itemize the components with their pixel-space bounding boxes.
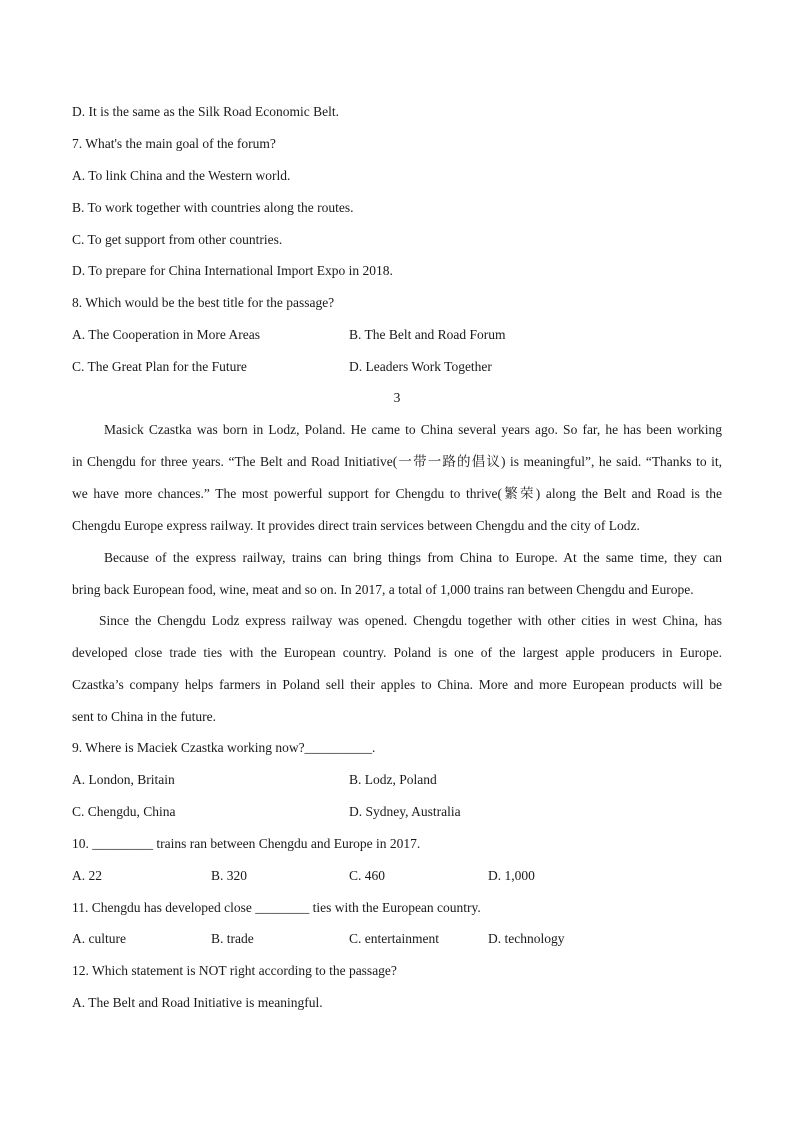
passage-p1-line1: Masick Czastka was born in Lodz, Poland. He came to China several years ago. So far, he has been working (104, 422, 722, 437)
q9-question: 9. Where is Maciek Czastka working now?__________. (72, 740, 376, 755)
passage-p3-line4: sent to China in the future. (72, 709, 216, 724)
q9-option-c: C. Chengdu, China (72, 804, 176, 819)
passage-p2-line2: bring back European food, wine, meat and so on. In 2017, a total of 1,000 trains ran between Chengdu and Europe. (72, 582, 694, 597)
q10-question: 10. _________ trains ran between Chengdu and Europe in 2017. (72, 836, 421, 851)
q10-option-a: A. 22 (72, 868, 102, 883)
q6-option-d: D. It is the same as the Silk Road Economic Belt. (72, 104, 339, 119)
passage-p3-line2: developed close trade ties with the European country. Poland is one of the largest apple producers in Europe. (72, 645, 722, 660)
passage-p1-line4: Chengdu Europe express railway. It provides direct train services between Chengdu and the city of Lodz. (72, 518, 640, 533)
q7-option-d: D. To prepare for China International Import Expo in 2018. (72, 263, 393, 278)
q11-option-a: A. culture (72, 931, 126, 946)
q10-option-c: C. 460 (349, 868, 386, 883)
q8-option-a: A. The Cooperation in More Areas (72, 327, 260, 342)
passage-p2-line1: Because of the express railway, trains can bring things from China to Europe. At the same time, they can (104, 550, 722, 565)
q12-question: 12. Which statement is NOT right according to the passage? (72, 963, 397, 978)
passage-p1-line3: we have more chances.” The most powerful support for Chengdu to thrive(繁荣) along the Belt and Road is the (72, 486, 722, 501)
q7-option-c: C. To get support from other countries. (72, 232, 283, 247)
q9-option-d: D. Sydney, Australia (349, 804, 461, 819)
q11-option-c: C. entertainment (349, 931, 439, 946)
passage-p3-line3: Czastka’s company helps farmers in Poland sell their apples to China. More and more European products will be (72, 677, 722, 692)
q9-option-a: A. London, Britain (72, 772, 175, 787)
q7-question: 7. What's the main goal of the forum? (72, 136, 276, 151)
q11-question: 11. Chengdu has developed close ________ ties with the European country. (72, 900, 481, 915)
q8-option-b: B. The Belt and Road Forum (349, 327, 506, 342)
passage-p3-line1: Since the Chengdu Lodz express railway was opened. Chengdu together with other cities in west China, has (99, 613, 722, 628)
q11-option-b: B. trade (211, 931, 254, 946)
q10-option-d: D. 1,000 (488, 868, 535, 883)
q12-option-a: A. The Belt and Road Initiative is meaningful. (72, 995, 323, 1010)
q7-option-a: A. To link China and the Western world. (72, 168, 291, 183)
q8-option-c: C. The Great Plan for the Future (72, 359, 247, 374)
q8-question: 8. Which would be the best title for the passage? (72, 295, 335, 310)
q9-option-b: B. Lodz, Poland (349, 772, 437, 787)
q10-option-b: B. 320 (211, 868, 248, 883)
passage-p1-line2: in Chengdu for three years. “The Belt and Road Initiative(一带一路的倡议) is meaningful”, he said. “Thanks to it, (72, 454, 722, 469)
q8-option-d: D. Leaders Work Together (349, 359, 492, 374)
section-number: 3 (393, 390, 401, 405)
q11-option-d: D. technology (488, 931, 565, 946)
q7-option-b: B. To work together with countries along the routes. (72, 200, 354, 215)
